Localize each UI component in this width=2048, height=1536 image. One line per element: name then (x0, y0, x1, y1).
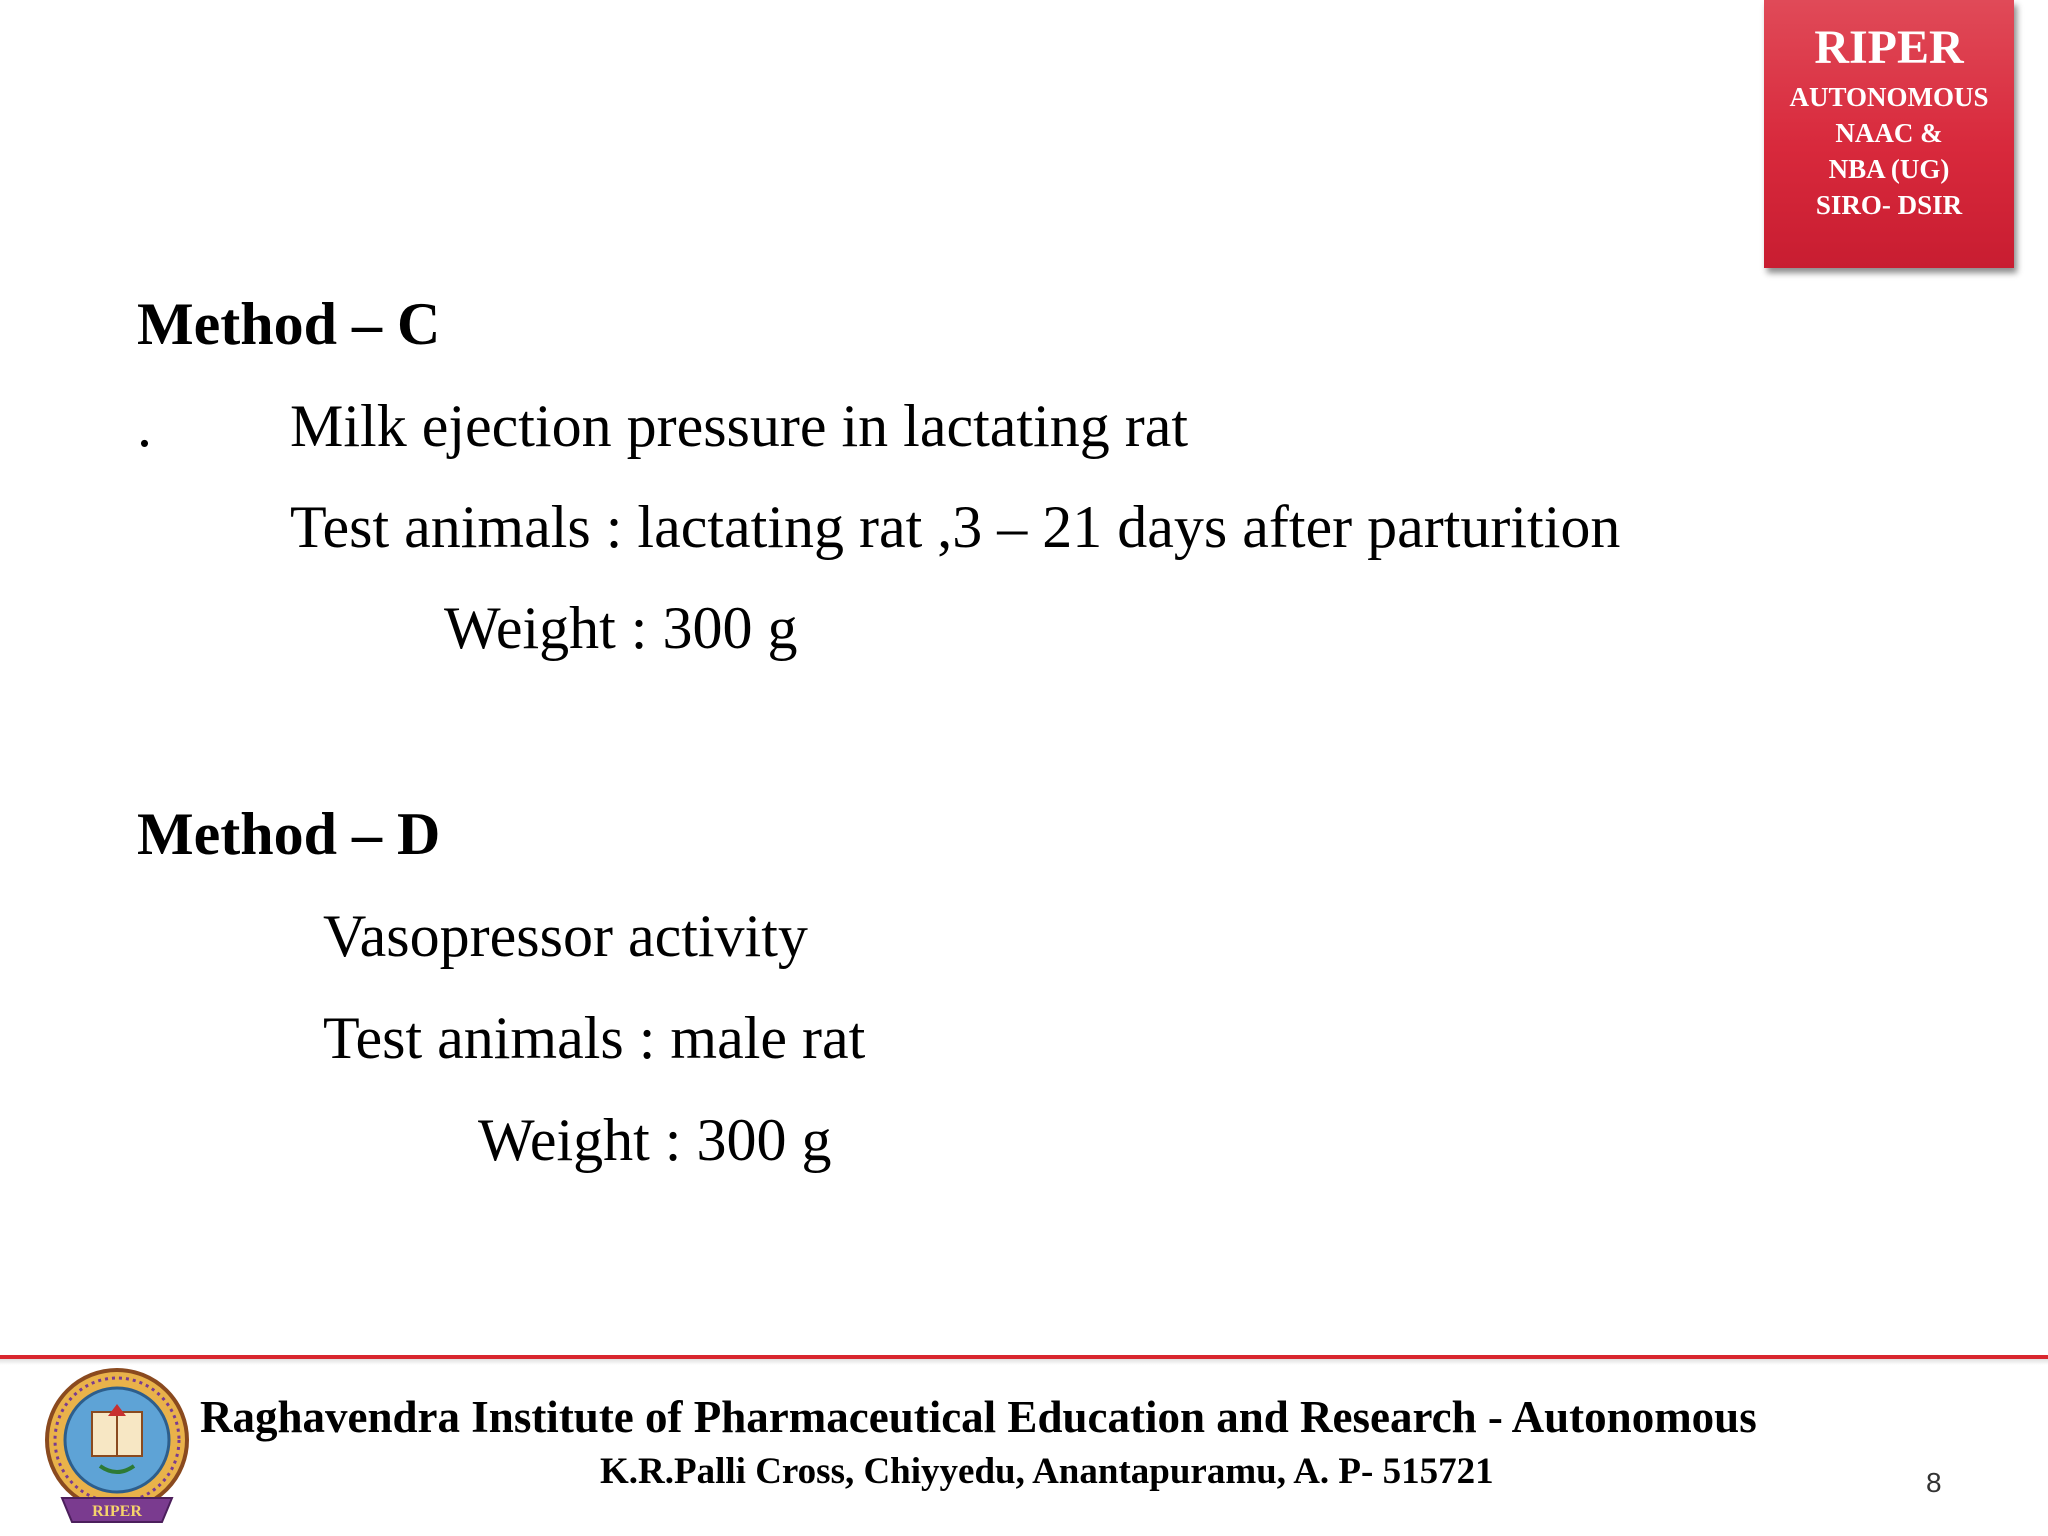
institute-address: K.R.Palli Cross, Chiyyedu, Anantapuramu, A. P- 515721 (600, 1451, 1494, 1492)
badge-title: RIPER (1814, 21, 1964, 74)
footer-divider-shadow (0, 1359, 2048, 1365)
badge-line-autonomous: AUTONOMOUS (1789, 82, 1989, 112)
badge-line-naac: NAAC & (1835, 118, 1943, 148)
svg-text:RIPER: RIPER (92, 1503, 142, 1520)
institute-logo-emblem (38, 1366, 196, 1528)
institute-name: Raghavendra Institute of Pharmaceutical Education and Research - Autonomous (200, 1392, 1757, 1442)
method-c-weight: Weight : 300 g (444, 595, 798, 661)
page-number: 8 (1926, 1467, 1942, 1498)
method-d-assay: Vasopressor activity (323, 903, 808, 969)
method-d-weight: Weight : 300 g (478, 1107, 832, 1173)
method-c-assay: Milk ejection pressure in lactating rat (290, 393, 1189, 459)
method-d-heading: Method – D (137, 801, 441, 867)
method-c-test-animals: Test animals : lactating rat ,3 – 21 days after parturition (290, 494, 1621, 560)
method-d-test-animals: Test animals : male rat (323, 1005, 866, 1071)
badge-line-nba: NBA (UG) (1828, 154, 1950, 184)
badge-line-siro: SIRO- DSIR (1815, 190, 1963, 220)
accreditation-badge (1764, 0, 2014, 268)
method-c-bullet: . (137, 393, 152, 459)
method-c-heading: Method – C (137, 291, 441, 357)
